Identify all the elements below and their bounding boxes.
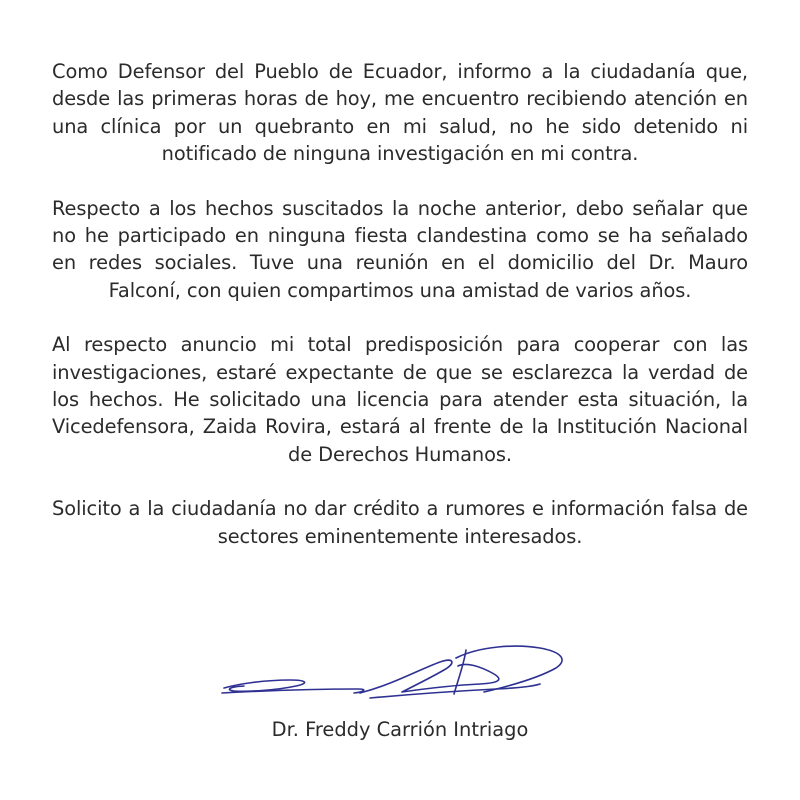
signature-stroke-main-loop [360,660,499,693]
signer-name: Dr. Freddy Carrión Intriago [271,718,529,741]
paragraph-cooperation: Al respecto anuncio mi total predisposición para cooperar con las investigaciones, estaré expectante de que se esclarezca la verdad de los hechos. He solicitado una licencia para atender esta situación, la Vicedefensora, Zaida Rovira, estará al frente de la Institución Nacional de Derechos Humanos. [52,333,748,466]
paragraph-request: Solicito a la ciudadanía no dar crédito a rumores e información falsa de sectores eminentemente interesados. [52,497,748,548]
statement-body [52,58,748,550]
paragraph-health: Como Defensor del Pueblo de Ecuador, informo a la ciudadanía que, desde las primeras horas de hoy, me encuentro recibiendo atención en una clínica por un quebranto en mi salud, no he sido detenido ni notificado de ninguna investigación en mi contra. [52,60,748,166]
handwritten-signature [218,636,580,708]
paragraph-events: Respecto a los hechos suscitados la noche anterior, debo señalar que no he participado en ninguna fiesta clandestina como se ha señalado en redes sociales. Tuve una reunión en el domicilio del Dr. Mauro Falconí, con quien compartimos una amistad de varios años. [52,196,748,302]
